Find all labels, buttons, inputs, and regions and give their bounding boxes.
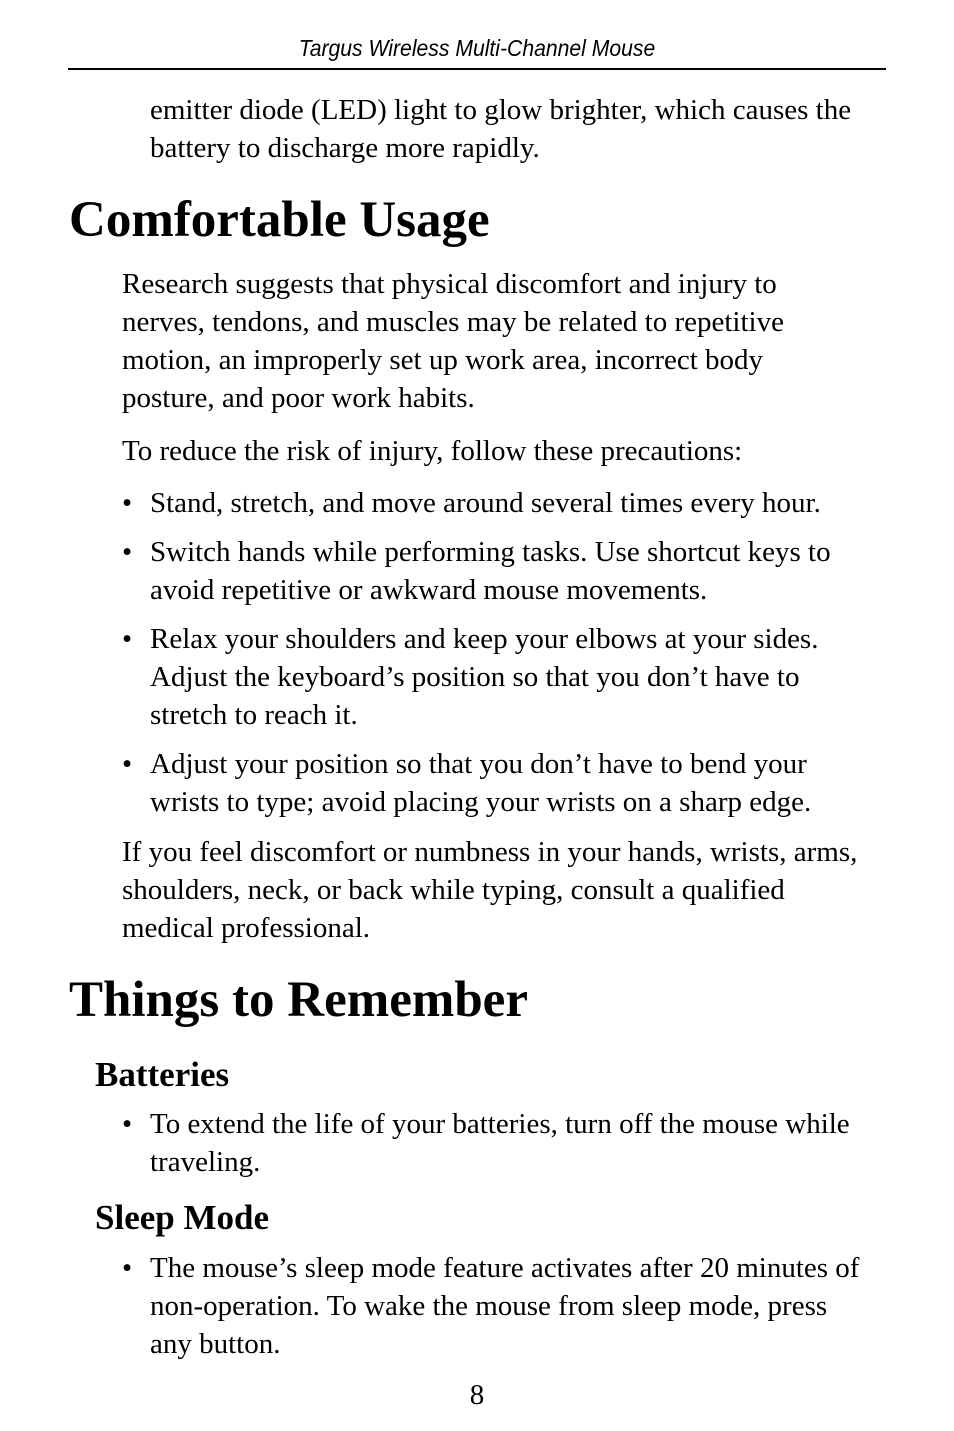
- text-line: nerves, tendons, and muscles may be related to repetitive: [122, 306, 784, 338]
- running-header: Targus Wireless Multi-Channel Mouse: [298, 35, 656, 61]
- text-line: Stand, stretch, and move around several times every hour.: [150, 487, 821, 519]
- list-item: [122, 620, 831, 734]
- list-item: [122, 484, 831, 522]
- text-line: battery to discharge more rapidly.: [150, 132, 540, 164]
- text-line: medical professional.: [122, 912, 371, 944]
- bullet-icon: •: [122, 748, 133, 780]
- text-line: emitter diode (LED) light to glow brighter, which causes the: [150, 94, 852, 126]
- subheading-batteries: Batteries: [95, 1055, 230, 1094]
- text-line: Relax your shoulders and keep your elbows at your sides.: [150, 623, 819, 655]
- list-item: [122, 745, 831, 821]
- sleep-mode-list: [122, 1249, 859, 1363]
- text-line: stretch to reach it.: [150, 699, 358, 731]
- intro-paragraph: [150, 91, 851, 167]
- subheading-sleep-mode: Sleep Mode: [95, 1198, 270, 1237]
- list-item: [122, 1249, 859, 1363]
- bullet-icon: •: [122, 487, 133, 519]
- bullet-icon: •: [122, 623, 133, 655]
- list-item: [122, 1105, 850, 1181]
- comfortable-usage-paragraph-research: [122, 265, 784, 417]
- text-line: Adjust the keyboard’s position so that you don’t have to: [150, 661, 800, 693]
- section-heading-comfortable-usage: Comfortable Usage: [69, 192, 490, 248]
- text-line: The mouse’s sleep mode feature activates after 20 minutes of: [150, 1252, 860, 1284]
- text-line: avoid repetitive or awkward mouse movements.: [150, 574, 708, 606]
- comfortable-usage-paragraph-consult: [122, 833, 857, 947]
- header-rule: [68, 68, 886, 70]
- text-line: Switch hands while performing tasks. Use shortcut keys to: [150, 536, 831, 568]
- bullet-icon: •: [122, 536, 133, 568]
- text-line: shoulders, neck, or back while typing, consult a qualified: [122, 874, 785, 906]
- text-line: non-operation. To wake the mouse from sleep mode, press: [150, 1290, 828, 1322]
- list-item: [122, 533, 831, 609]
- text-line: If you feel discomfort or numbness in your hands, wrists, arms,: [122, 836, 858, 868]
- text-line: Research suggests that physical discomfort and injury to: [122, 268, 777, 300]
- text-line: motion, an improperly set up work area, incorrect body: [122, 344, 764, 376]
- text-line: posture, and poor work habits.: [122, 382, 475, 414]
- page-number: 8: [469, 1379, 485, 1411]
- text-line: any button.: [150, 1328, 281, 1360]
- section-heading-things-to-remember: Things to Remember: [69, 972, 528, 1028]
- comfortable-usage-paragraph-precautions: To reduce the risk of injury, follow these precautions:: [122, 435, 743, 467]
- batteries-list: [122, 1105, 850, 1181]
- text-line: traveling.: [150, 1146, 261, 1178]
- bullet-icon: •: [122, 1252, 133, 1284]
- text-line: To extend the life of your batteries, turn off the mouse while: [150, 1108, 850, 1140]
- precautions-list: [122, 484, 831, 821]
- bullet-icon: •: [122, 1108, 133, 1140]
- text-line: Adjust your position so that you don’t have to bend your: [150, 748, 807, 780]
- text-line: wrists to type; avoid placing your wrists on a sharp edge.: [150, 786, 812, 818]
